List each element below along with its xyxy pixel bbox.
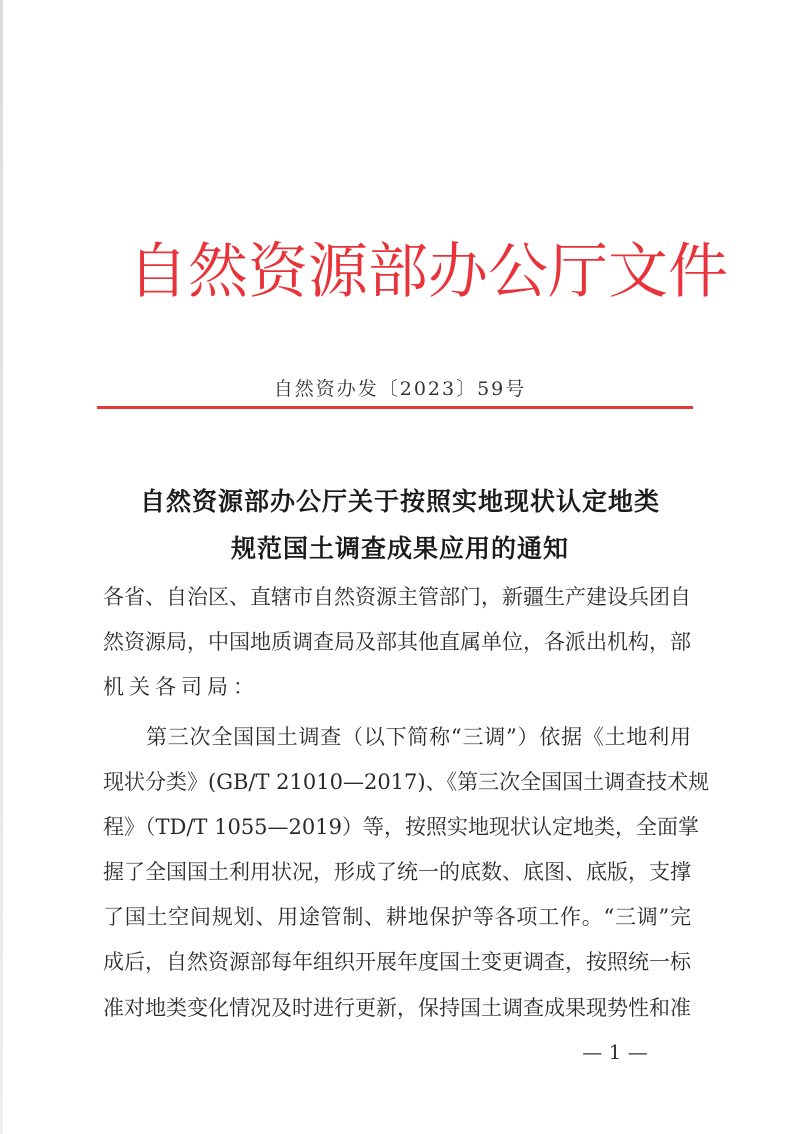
document-title-line-2: 规范国土调查成果应用的通知 <box>230 534 569 563</box>
body-line: 成后，自然资源部每年组织开展年度国土变更调查，按照统一标 <box>103 950 691 974</box>
addressee-line: 各省、自治区、直辖市自然资源主管部门，新疆生产建设兵团自 <box>103 585 691 609</box>
document-number: 自然资办发〔2023〕59号 <box>273 378 527 400</box>
body-line: 了国土空间规划、用途管制、耕地保护等各项工作。“三调”完 <box>103 905 691 929</box>
issuer-title: 自然资源部办公厅文件 <box>128 237 728 307</box>
addressee-line: 机关各司局： <box>103 675 259 699</box>
page-number: — 1 — <box>582 1040 648 1064</box>
body-line: 握了全国国土利用状况，形成了统一的底数、底图、底版，支撑 <box>103 860 691 884</box>
body-line: 程》（TD/T 1055—2019）等，按照实地现状认定地类，全面掌 <box>103 815 699 839</box>
body-line: 现状分类》(GB/T 21010—2017)、《第三次全国国土调查技术规 <box>103 770 710 794</box>
document-title-line-1: 自然资源部办公厅关于按照实地现状认定地类 <box>139 487 660 516</box>
addressee-line: 然资源局，中国地质调查局及部其他直属单位，各派出机构，部 <box>103 630 691 654</box>
body-line: 第三次全国国土调查（以下简称“三调”）依据《土地利用 <box>146 725 691 749</box>
scan-edge <box>0 0 3 1134</box>
red-divider <box>97 406 693 409</box>
body-line: 准对地类变化情况及时进行更新，保持国土调查成果现势性和准 <box>103 996 691 1020</box>
